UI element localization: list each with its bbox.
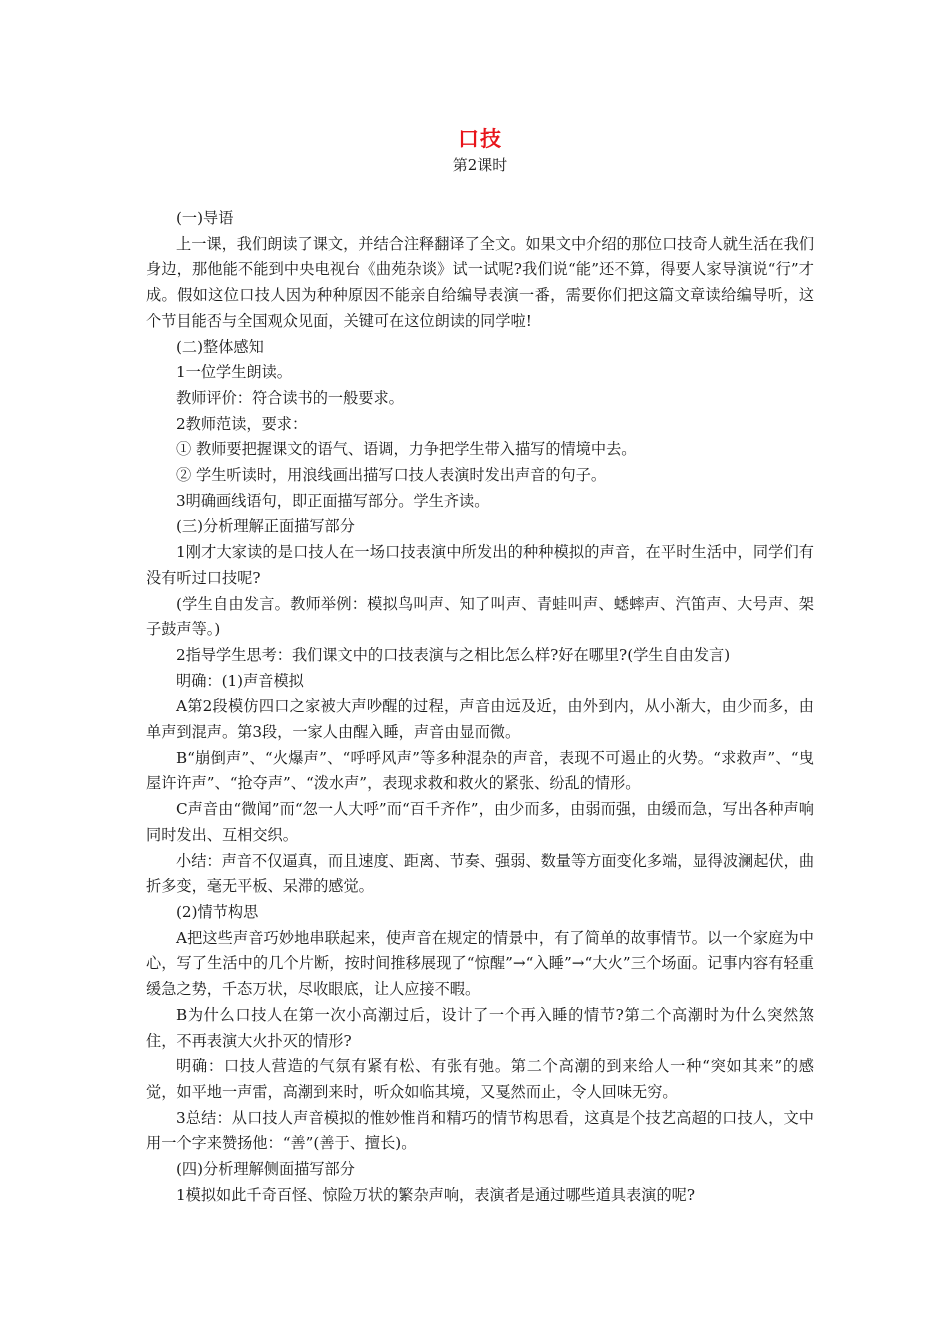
paragraph: 明确：口技人营造的气氛有紧有松、有张有弛。第二个高潮的到来给人一种“突如其来”的感觉，如平地一声雷，高潮到来时，听众如临其境，又戛然而止，令人回味无穷。 xyxy=(146,1057,814,1101)
section-heading: (四)分析理解侧面描写部分 xyxy=(176,1160,355,1179)
paragraph: (学生自由发言。教师举例：模拟鸟叫声、知了叫声、青蛙叫声、蟋蟀声、汽笛声、大号声、架子鼓声等。) xyxy=(146,594,814,639)
paragraph: 1一位学生朗读。 xyxy=(176,363,292,382)
paragraph: 上一课，我们朗读了课文，并结合注释翻译了全文。如果文中介绍的那位口技奇人就生活在我们身边，那他能不能到中央电视台《曲苑杂谈》试一试呢?我们说“能”还不算，得要人家导演说“行”才成。假如这位口技人因为种种原因不能亲自给编导表演一番，需要你们把这篇文章读给编导听，这个节目能否与全国观众见面，关键可在这位朗读的同学啦! xyxy=(146,234,814,330)
paragraph: ② 学生听读时，用浪线画出描写口技人表演时发出声音的句子。 xyxy=(176,466,607,485)
paragraph: A第2段模仿四口之家被大声吵醒的过程，声音由远及近，由外到内，从小渐大，由少而多，由单声到混声。第3段，一家人由醒入睡，声音由显而微。 xyxy=(146,697,814,742)
paragraph: 小结：声音不仅逼真，而且速度、距离、节奏、强弱、数量等方面变化多端，显得波澜起伏，曲折多变，毫无平板、呆滞的感觉。 xyxy=(146,851,814,896)
paragraph: 1刚才大家读的是口技人在一场口技表演中所发出的种种模拟的声音，在平时生活中，同学们有没有听过口技呢? xyxy=(146,543,814,587)
paragraph: 3明确画线语句，即正面描写部分。学生齐读。 xyxy=(176,491,490,510)
paragraph: 明确：(1)声音模拟 xyxy=(176,671,304,690)
paragraph: ① 教师要把握课文的语气、语调，力争把学生带入描写的情境中去。 xyxy=(176,440,637,459)
section-heading: (一)导语 xyxy=(176,209,234,227)
paragraph: 教师评价：符合读书的一般要求。 xyxy=(176,388,404,407)
paragraph: 1模拟如此千奇百怪、惊险万状的繁杂声响，表演者是通过哪些道具表演的呢? xyxy=(176,1185,695,1204)
paragraph: B为什么口技人在第一次小高潮过后，设计了一个再入睡的情节?第二个高潮时为什么突然煞住，不再表演大火扑灭的情形? xyxy=(146,1005,814,1050)
document-page xyxy=(146,124,814,1208)
paragraph: C声音由“微闻”而“忽一人大呼”而“百千齐作”，由少而多，由弱而强，由缓而急，写出各种声响同时发出、互相交织。 xyxy=(146,800,814,844)
document-subtitle: 第2课时 xyxy=(452,156,508,174)
document-body xyxy=(146,206,814,1208)
paragraph: 2教师范读，要求： xyxy=(176,414,308,433)
paragraph: A把这些声音巧妙地串联起来，使声音在规定的情景中，有了简单的故事情节。以一个家庭为中心，写了生活中的几个片断，按时间推移展现了“惊醒”→“入睡”→“大火”三个场面。记事内容有轻重缓急之势，千态万状，尽收眼底，让人应接不暇。 xyxy=(146,928,814,999)
paragraph: B“崩倒声”、“火爆声”、“呼呼风声”等多种混杂的声音，表现不可遏止的火势。“求救声”、“曳屋许许声”、“抢夺声”、“泼水声”，表现求救和救火的紧张、纷乱的情形。 xyxy=(146,748,814,793)
document-title: 口技 xyxy=(458,127,502,151)
section-heading: (三)分析理解正面描写部分 xyxy=(176,517,355,536)
paragraph: 2指导学生思考：我们课文中的口技表演与之相比怎么样?好在哪里?(学生自由发言) xyxy=(176,645,731,664)
paragraph: 3总结：从口技人声音模拟的惟妙惟肖和精巧的情节构思看，这真是个技艺高超的口技人，文中用一个字来赞扬他：“善”(善于、擅长)。 xyxy=(146,1108,814,1153)
paragraph: (2)情节构思 xyxy=(176,902,259,921)
section-heading: (二)整体感知 xyxy=(176,337,264,356)
